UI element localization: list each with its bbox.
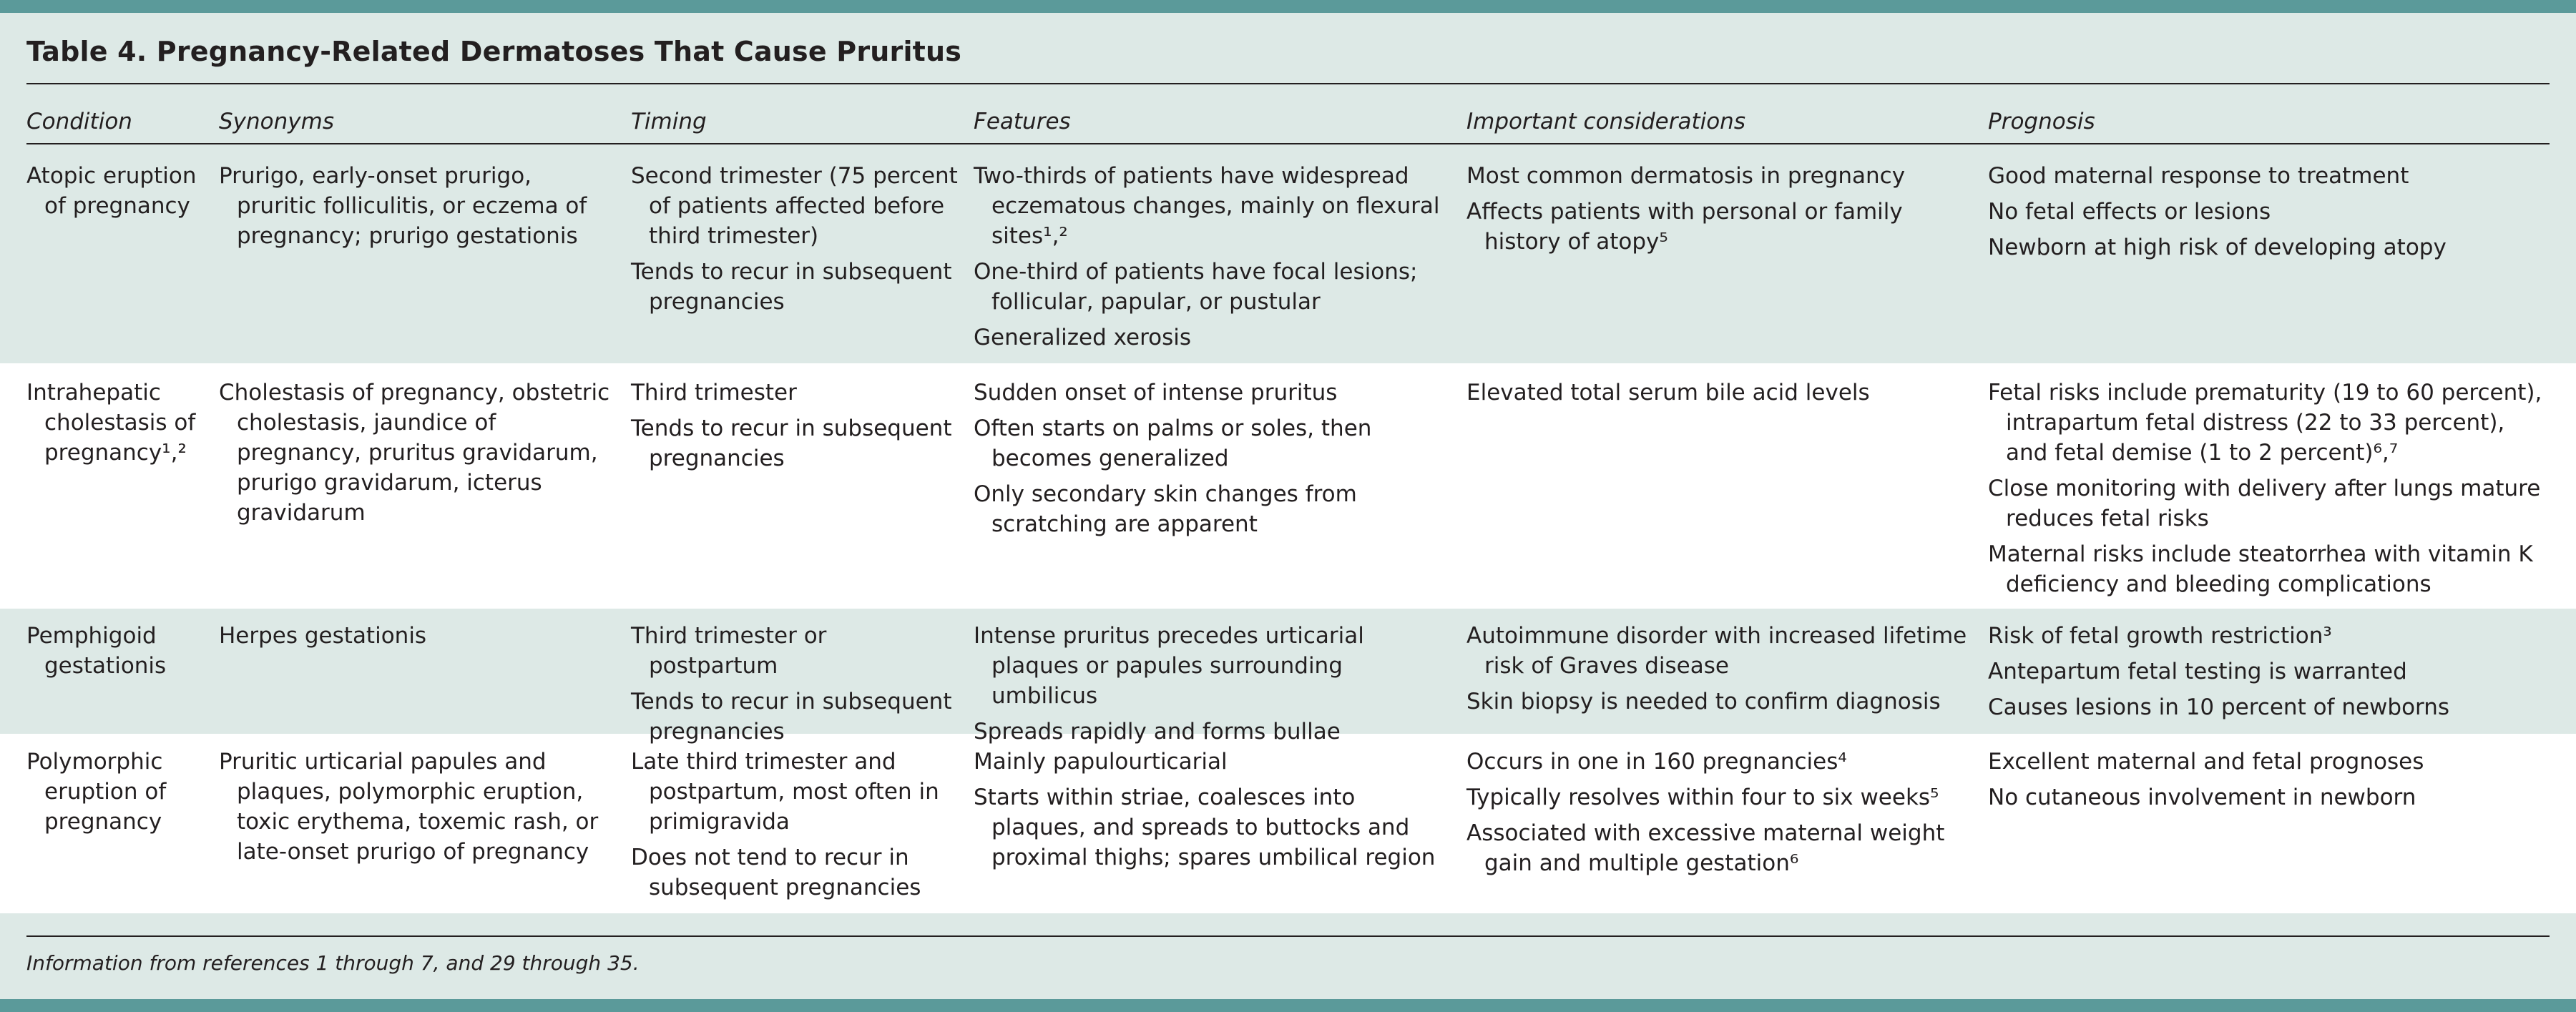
row1-prognosis-item: Good maternal response to treatment bbox=[1988, 163, 2409, 189]
row3-condition: Pemphigoid gestationis bbox=[26, 623, 167, 679]
source-footnote: Information from references 1 through 7, and 29 through 35. bbox=[26, 951, 640, 975]
row1-prognosis bbox=[1988, 161, 2546, 262]
row1-timing-item: Tends to recur in subsequent pregnancies bbox=[631, 259, 952, 315]
row4-timing-item: Does not tend to recur in subsequent pregnancies bbox=[631, 845, 921, 900]
row4-synonyms bbox=[219, 747, 612, 867]
row1-feature: Generalized xerosis bbox=[974, 325, 1192, 350]
row2-synonym: Cholestasis of pregnancy, obstetric cholestasis, jaundice of pregnancy, pruritus gravidarum, prurigo gravidarum, icterus gravidarum bbox=[219, 380, 610, 526]
row2-prognosis-item: Close monitoring with delivery after lungs mature reduces fetal risks bbox=[1988, 476, 2541, 531]
bottom-accent-bar bbox=[0, 999, 2576, 1012]
row1-consideration: Affects patients with personal or family history of atopy⁵ bbox=[1466, 199, 1903, 255]
header-prognosis: Prognosis bbox=[1988, 109, 2095, 134]
row1-consideration: Most common dermatosis in pregnancy bbox=[1466, 163, 1906, 189]
row3-synonyms bbox=[219, 621, 612, 651]
row3-considerations bbox=[1466, 621, 1967, 717]
row4-prognosis-item: No cutaneous involvement in newborn bbox=[1988, 785, 2416, 810]
row1-feature: Two-thirds of patients have widespread eczematous changes, mainly on flexural sites¹,² bbox=[974, 163, 1440, 249]
row4-feature: Starts within striae, coalesces into plaques, and spreads to buttocks and proximal thighs; spares umbilical region bbox=[974, 785, 1436, 870]
row1-synonyms bbox=[219, 161, 612, 251]
row2-feature: Sudden onset of intense pruritus bbox=[974, 380, 1338, 406]
table-title: Table 4. Pregnancy-Related Dermatoses That Cause Pruritus bbox=[26, 36, 962, 67]
row1-feature: One-third of patients have focal lesions; follicular, papular, or pustular bbox=[974, 259, 1418, 315]
row3-timing-item: Third trimester or postpartum bbox=[631, 623, 827, 679]
row4-considerations bbox=[1466, 747, 1967, 878]
row4-condition: Polymorphic eruption of pregnancy bbox=[26, 749, 167, 835]
row2-considerations bbox=[1466, 378, 1967, 408]
row4-consideration: Associated with excessive maternal weight gain and multiple gestation⁶ bbox=[1466, 820, 1945, 876]
row4-synonym: Pruritic urticarial papules and plaques, polymorphic eruption, toxic erythema, toxemic rash, or late-onset prurigo of pregnancy bbox=[219, 749, 599, 865]
row2-prognosis bbox=[1988, 378, 2553, 599]
row4-timing-item: Late third trimester and postpartum, most often in primigravida bbox=[631, 749, 939, 835]
row2-prognosis-item: Fetal risks include prematurity (19 to 60 percent), intrapartum fetal distress (22 to 33 percent), and fetal demise (1 to 2 percent)⁶,⁷ bbox=[1988, 380, 2542, 466]
top-accent-bar bbox=[0, 0, 2576, 13]
row2-synonyms bbox=[219, 378, 612, 528]
row1-synonym: Prurigo, early-onset prurigo, pruritic folliculitis, or eczema of pregnancy; prurigo gestationis bbox=[219, 163, 587, 249]
footer-rule bbox=[26, 935, 2550, 937]
row1-prognosis-item: Newborn at high risk of developing atopy bbox=[1988, 235, 2447, 260]
header-rule bbox=[26, 143, 2550, 144]
row3-features bbox=[974, 621, 1446, 747]
row2-feature: Often starts on palms or soles, then becomes generalized bbox=[974, 416, 1372, 471]
row1-considerations bbox=[1466, 161, 1967, 257]
header-condition: Condition bbox=[26, 109, 132, 134]
row2-timing bbox=[631, 378, 960, 473]
row3-prognosis bbox=[1988, 621, 2546, 722]
row1-timing-item: Second trimester (75 percent of patients affected before third trimester) bbox=[631, 163, 958, 249]
row2-consideration: Elevated total serum bile acid levels bbox=[1466, 380, 1870, 406]
row3-feature: Intense pruritus precedes urticarial plaques or papules surrounding umbilicus bbox=[974, 623, 1364, 709]
row3-timing-item: Tends to recur in subsequent pregnancies bbox=[631, 689, 952, 745]
row3-consideration: Skin biopsy is needed to confirm diagnosis bbox=[1466, 689, 1941, 714]
row2-timing-item: Third trimester bbox=[631, 380, 797, 406]
row3-synonym: Herpes gestationis bbox=[219, 623, 427, 649]
header-synonyms: Synonyms bbox=[219, 109, 334, 134]
row1-prognosis-item: No fetal effects or lesions bbox=[1988, 199, 2271, 225]
header-considerations: Important considerations bbox=[1466, 109, 1745, 134]
row3-consideration: Autoimmune disorder with increased lifetime risk of Graves disease bbox=[1466, 623, 1967, 679]
row2-prognosis-item: Maternal risks include steatorrhea with vitamin K deficiency and bleeding complications bbox=[1988, 541, 2533, 597]
row1-condition: Atopic eruption of pregnancy bbox=[26, 163, 197, 219]
row2-feature: Only secondary skin changes from scratching are apparent bbox=[974, 481, 1357, 537]
row4-prognosis-item: Excellent maternal and fetal prognoses bbox=[1988, 749, 2424, 775]
row2-timing-item: Tends to recur in subsequent pregnancies bbox=[631, 416, 952, 471]
row4-prognosis bbox=[1988, 747, 2546, 812]
row1-timing bbox=[631, 161, 960, 317]
header-features: Features bbox=[974, 109, 1071, 134]
row3-prognosis-item: Causes lesions in 10 percent of newborns bbox=[1988, 694, 2450, 720]
row4-feature: Mainly papulourticarial bbox=[974, 749, 1228, 775]
row1-features bbox=[974, 161, 1446, 353]
row3-feature: Spreads rapidly and forms bullae bbox=[974, 719, 1341, 745]
row2-features bbox=[974, 378, 1446, 539]
row3-timing bbox=[631, 621, 960, 747]
header-timing: Timing bbox=[631, 109, 707, 134]
row3-prognosis-item: Antepartum fetal testing is warranted bbox=[1988, 659, 2407, 684]
title-rule bbox=[26, 83, 2550, 84]
row3-prognosis-item: Risk of fetal growth restriction³ bbox=[1988, 623, 2332, 649]
row4-timing bbox=[631, 747, 960, 903]
row4-consideration: Occurs in one in 160 pregnancies⁴ bbox=[1466, 749, 1847, 775]
row4-features bbox=[974, 747, 1446, 873]
row2-condition: Intrahepatic cholestasis of pregnancy¹,² bbox=[26, 380, 196, 466]
row4-consideration: Typically resolves within four to six weeks⁵ bbox=[1466, 785, 1939, 810]
